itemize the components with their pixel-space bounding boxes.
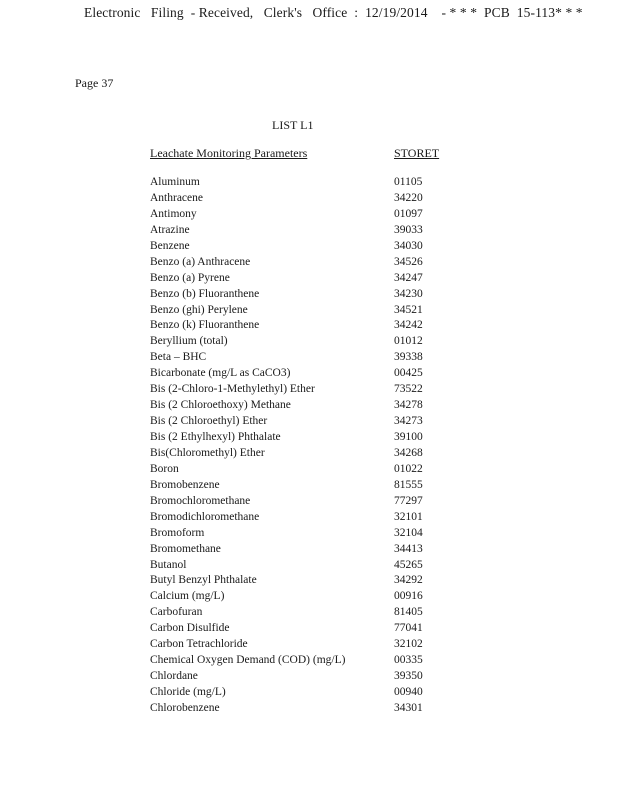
list-item [150, 573, 470, 589]
list-item [150, 175, 470, 191]
parameter-name: Bromoform [150, 526, 205, 539]
list-item [150, 255, 470, 271]
parameter-name: Bis (2 Chloroethyl) Ether [150, 415, 268, 428]
list-item [150, 366, 470, 382]
storet-code: 34268 [394, 446, 423, 459]
list-item [150, 605, 470, 621]
parameter-name: Calcium (mg/L) [150, 590, 225, 603]
column-header-parameter: Leachate Monitoring Parameters [150, 146, 308, 160]
list-title: LIST L1 [272, 118, 314, 132]
parameter-name: Bromomethane [150, 542, 221, 555]
parameter-name: Benzo (a) Anthracene [150, 255, 251, 268]
parameter-name: Anthracene [150, 191, 203, 204]
list-item [150, 589, 470, 605]
storet-code: 39033 [394, 223, 423, 236]
list-item [150, 526, 470, 542]
parameter-name: Boron [150, 462, 179, 475]
list-item [150, 318, 470, 334]
storet-code: 34030 [394, 239, 423, 252]
parameter-name: Chemical Oxygen Demand (COD) (mg/L) [150, 654, 346, 667]
parameter-name: Butyl Benzyl Phthalate [150, 574, 257, 587]
storet-code: 45265 [394, 558, 423, 571]
storet-code: 00425 [394, 367, 423, 380]
storet-code: 00916 [394, 590, 423, 603]
filing-header: Electronic Filing - Received, Clerk's Office : 12/19/2014 - * * * PCB 15-113* * * [84, 5, 583, 20]
storet-code: 00335 [394, 654, 423, 667]
list-item [150, 207, 470, 223]
storet-code: 32102 [394, 638, 423, 651]
list-item [150, 462, 470, 478]
parameter-name: Bis(Chloromethyl) Ether [150, 446, 265, 459]
parameter-name: Beta – BHC [150, 351, 207, 364]
parameter-name: Carbon Tetrachloride [150, 638, 248, 651]
storet-code: 32101 [394, 510, 423, 523]
column-header-storet: STORET [394, 146, 440, 160]
storet-code: 34413 [394, 542, 423, 555]
parameter-name: Benzene [150, 239, 190, 252]
list-item [150, 334, 470, 350]
list-item [150, 382, 470, 398]
parameter-name: Benzo (a) Pyrene [150, 271, 230, 284]
storet-code: 77041 [394, 622, 423, 635]
storet-code: 73522 [394, 383, 423, 396]
parameter-name: Bicarbonate (mg/L as CaCO3) [150, 367, 291, 380]
list-item [150, 558, 470, 574]
parameter-name: Benzo (ghi) Perylene [150, 303, 248, 316]
storet-code: 39350 [394, 670, 423, 683]
list-item [150, 303, 470, 319]
parameter-name: Carbon Disulfide [150, 622, 230, 635]
storet-code: 81555 [394, 478, 423, 491]
parameter-name: Chlordane [150, 670, 198, 683]
list-item [150, 414, 470, 430]
storet-code: 01097 [394, 207, 423, 220]
storet-code: 32104 [394, 526, 423, 539]
list-item [150, 239, 470, 255]
parameter-name: Bromodichloromethane [150, 510, 260, 523]
parameter-name: Benzo (k) Fluoranthene [150, 319, 260, 332]
parameter-name: Bis (2 Chloroethoxy) Methane [150, 399, 291, 412]
list-item [150, 685, 470, 701]
storet-code: 39100 [394, 431, 423, 443]
storet-code: 01022 [394, 462, 423, 475]
list-item [150, 637, 470, 653]
parameter-name: Bis (2-Chloro-1-Methylethyl) Ether [150, 383, 315, 396]
storet-code: 01105 [394, 176, 423, 188]
parameter-name: Antimony [150, 207, 197, 220]
parameter-name: Aluminum [150, 176, 200, 188]
storet-code: 34521 [394, 303, 423, 316]
parameter-name: Carbofuran [150, 606, 203, 619]
storet-code: 34301 [394, 701, 423, 714]
storet-code: 01012 [394, 335, 423, 348]
storet-code: 34220 [394, 191, 423, 204]
page-number: Page 37 [75, 76, 114, 90]
parameter-name: Beryllium (total) [150, 335, 228, 348]
list-item [150, 350, 470, 366]
storet-code: 34278 [394, 399, 423, 412]
storet-code: 39338 [394, 351, 423, 364]
storet-code: 34526 [394, 255, 423, 268]
list-item [150, 494, 470, 510]
list-item [150, 510, 470, 526]
storet-code: 34242 [394, 319, 423, 332]
parameter-name: Bromobenzene [150, 478, 220, 491]
parameter-list [150, 175, 470, 717]
list-item [150, 271, 470, 287]
list-item [150, 621, 470, 637]
storet-code: 81405 [394, 606, 423, 619]
list-item [150, 653, 470, 669]
parameter-name: Chlorobenzene [150, 701, 220, 714]
parameter-name: Bromochloromethane [150, 494, 251, 507]
list-item [150, 223, 470, 239]
parameter-name: Bis (2 Ethylhexyl) Phthalate [150, 431, 281, 443]
list-item [150, 398, 470, 414]
storet-code: 34230 [394, 287, 423, 300]
storet-code: 34273 [394, 415, 423, 428]
list-item [150, 701, 470, 717]
list-item [150, 430, 470, 446]
parameter-name: Atrazine [150, 223, 190, 236]
parameter-name: Butanol [150, 558, 187, 571]
list-item [150, 542, 470, 558]
list-item [150, 478, 470, 494]
list-item [150, 446, 470, 462]
parameter-name: Chloride (mg/L) [150, 686, 226, 698]
list-item [150, 669, 470, 685]
list-item [150, 287, 470, 303]
parameter-name: Benzo (b) Fluoranthene [150, 287, 260, 300]
list-item [150, 191, 470, 207]
storet-code: 34247 [394, 271, 423, 284]
storet-code: 00940 [394, 686, 423, 698]
storet-code: 77297 [394, 494, 423, 507]
storet-code: 34292 [394, 574, 423, 587]
